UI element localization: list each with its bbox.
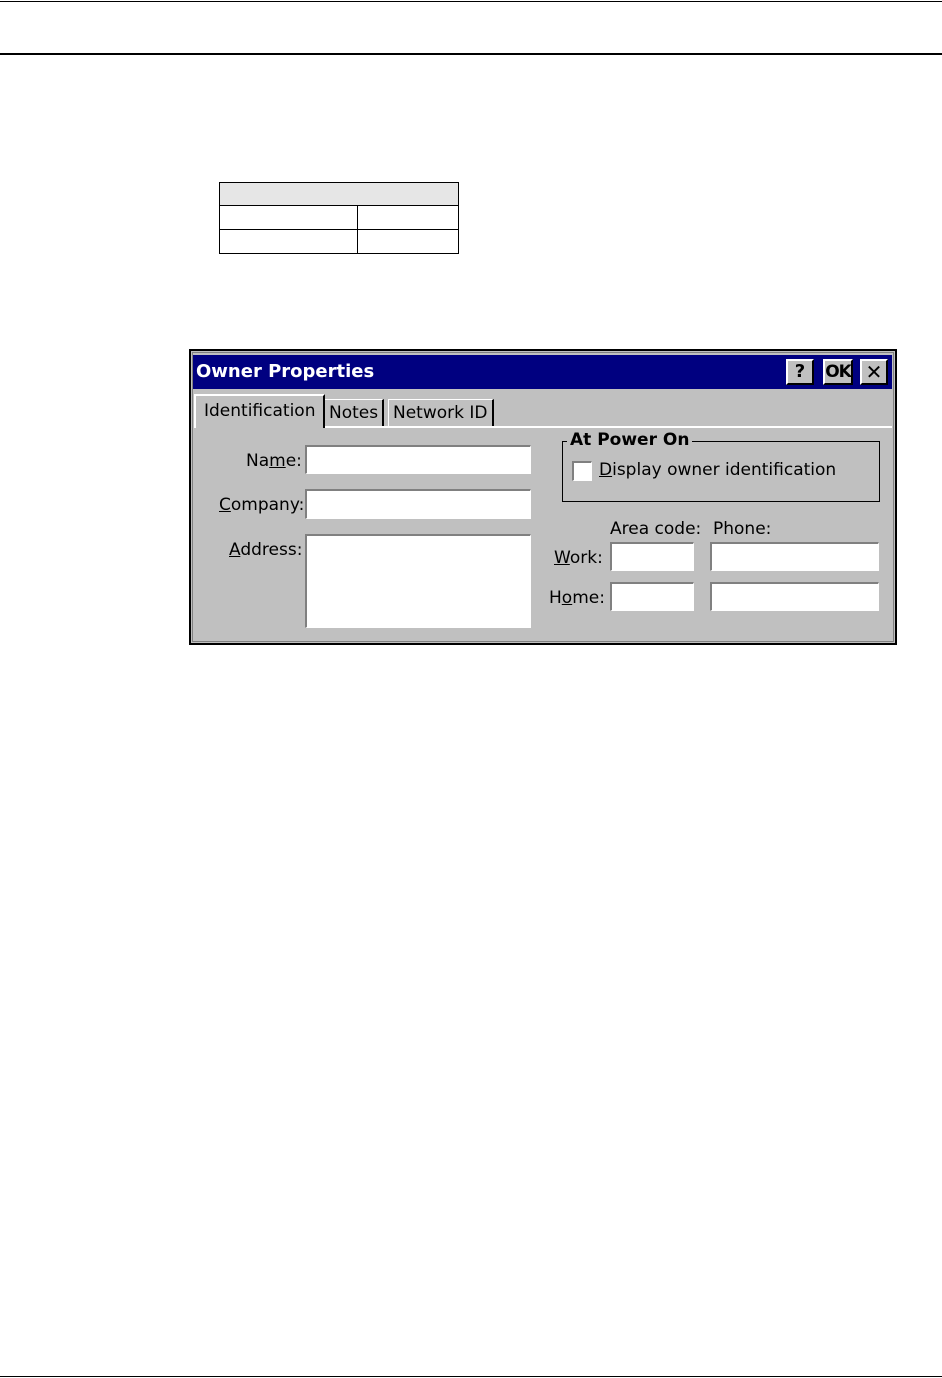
table-cell	[220, 230, 358, 254]
home-phone-input[interactable]	[710, 582, 879, 611]
page-top-rule	[0, 1, 942, 2]
tab-identification[interactable]	[194, 394, 325, 428]
work-area-code-input[interactable]	[610, 542, 694, 571]
table-cell	[358, 230, 459, 254]
table-row	[220, 206, 459, 230]
work-phone-input[interactable]	[710, 542, 879, 571]
display-owner-id-checkbox[interactable]	[572, 461, 592, 481]
home-area-code-input[interactable]	[610, 582, 694, 611]
help-icon: ?	[794, 361, 806, 382]
tab-label: Network ID	[393, 403, 488, 423]
company-label: Company:	[219, 495, 305, 515]
reference-table	[219, 182, 459, 254]
tab-label: Identification	[204, 401, 316, 421]
table-header-row	[220, 183, 459, 206]
company-input[interactable]	[305, 489, 531, 519]
ok-button-label: OK	[825, 362, 851, 382]
area-code-header: Area code:	[610, 519, 702, 539]
table-cell	[358, 206, 459, 230]
name-label: Name:	[246, 451, 302, 471]
owner-properties-dialog	[189, 349, 897, 645]
work-label: Work:	[554, 548, 603, 568]
name-input[interactable]	[305, 445, 531, 474]
tab-label: Notes	[329, 403, 379, 423]
table-cell	[220, 206, 358, 230]
tab-network-id[interactable]	[388, 399, 494, 427]
address-input[interactable]	[305, 534, 531, 628]
at-power-on-title: At Power On	[567, 430, 692, 450]
close-button[interactable]	[860, 359, 888, 385]
table-row	[220, 230, 459, 254]
address-label: Address:	[229, 540, 303, 560]
tab-notes[interactable]	[324, 399, 384, 427]
dialog-titlebar[interactable]	[193, 355, 892, 389]
table-header-cell	[220, 183, 459, 206]
page-bottom-rule	[0, 1376, 942, 1377]
dialog-title: Owner Properties	[196, 361, 375, 382]
home-label: Home:	[549, 588, 605, 608]
ok-button[interactable]	[823, 359, 853, 385]
page-header-rule	[0, 53, 942, 55]
display-owner-id-label[interactable]: Display owner identification	[599, 460, 837, 480]
close-icon: ✕	[865, 360, 883, 384]
phone-header: Phone:	[713, 519, 772, 539]
help-button[interactable]	[786, 359, 814, 385]
